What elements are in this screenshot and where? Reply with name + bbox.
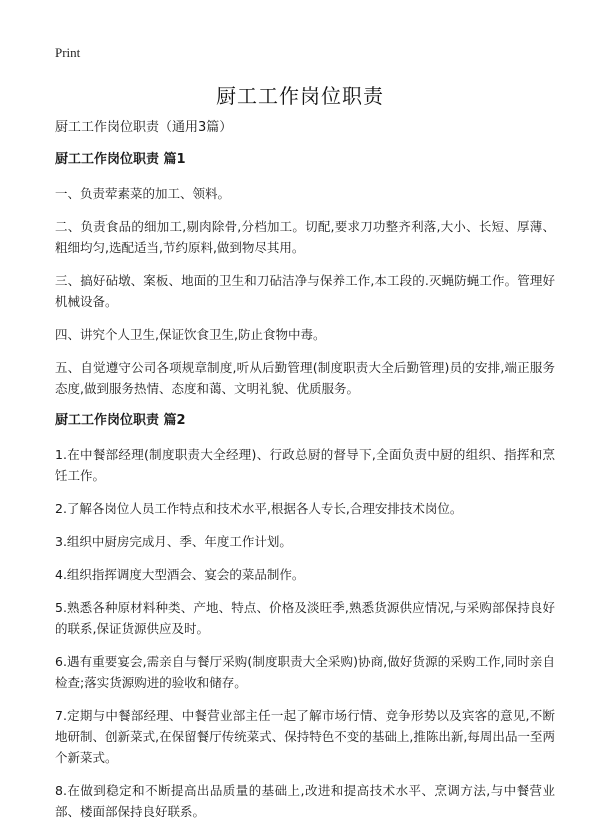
- paragraph: 五、自觉遵守公司各项规章制度,听从后勤管理(制度职责大全后勤管理)员的安排,端正服务态度,做到服务热情、态度和蔼、文明礼貌、优质服务。: [55, 360, 555, 396]
- section-heading: 厨工工作岗位职责 篇1: [55, 152, 186, 167]
- paragraph: 四、讲究个人卫生,保证饮食卫生,防止食物中毒。: [55, 327, 326, 342]
- paragraph: 6.遇有重要宴会,需亲自与餐厅采购(制度职责大全采购)协商,做好货源的采购工作,同时亲自检查;落实货源购进的验收和储存。: [55, 654, 555, 690]
- paragraph: 三、搞好砧墩、案板、地面的卫生和刀砧洁净与保养工作,本工段的.灭蝇防蝇工作。管理好机械设备。: [55, 273, 555, 309]
- paragraph: 一、负责荤素菜的加工、领料。: [55, 186, 231, 201]
- document-body: [55, 118, 555, 834]
- section-1: [55, 150, 555, 399]
- paragraph: 4.组织指挥调度大型酒会、宴会的菜品制作。: [55, 567, 305, 582]
- section-heading: 厨工工作岗位职责 篇2: [55, 413, 186, 428]
- section-2: [55, 411, 555, 822]
- paragraph: 7.定期与中餐部经理、中餐营业部主任一起了解市场行情、竞争形势以及宾客的意见,不断地研制、创新菜式,在保留餐厅传统菜式、保持特色不变的基础上,推陈出新,每周出品一至两个新菜式。: [55, 708, 555, 765]
- paragraph: 8.在做到稳定和不断提高出品质量的基础上,改进和提高技术水平、烹调方法,与中餐营业部、楼面部保持良好联系。: [55, 783, 555, 819]
- paragraph: 二、负责食品的细加工,剔肉除骨,分档加工。切配,要求刀功整齐利落,大小、长短、厚薄、粗细均匀,选配适当,节约原料,做到物尽其用。: [55, 219, 555, 255]
- paragraph: 1.在中餐部经理(制度职责大全经理)、行政总厨的督导下,全面负责中厨的组织、指挥和烹饪工作。: [55, 447, 555, 483]
- document-subtitle: 厨工工作岗位职责（通用3篇）: [55, 120, 233, 135]
- paragraph: 3.组织中厨房完成月、季、年度工作计划。: [55, 534, 292, 549]
- page-title: 厨工工作岗位职责: [216, 84, 384, 108]
- paragraph: 2.了解各岗位人员工作特点和技术水平,根据各人专长,合理安排技术岗位。: [55, 501, 463, 516]
- paragraph: 5.熟悉各种原材料种类、产地、特点、价格及淡旺季,熟悉货源供应情况,与采购部保持良好的联系,保证货源供应及时。: [55, 600, 555, 636]
- print-label: Print: [55, 45, 81, 60]
